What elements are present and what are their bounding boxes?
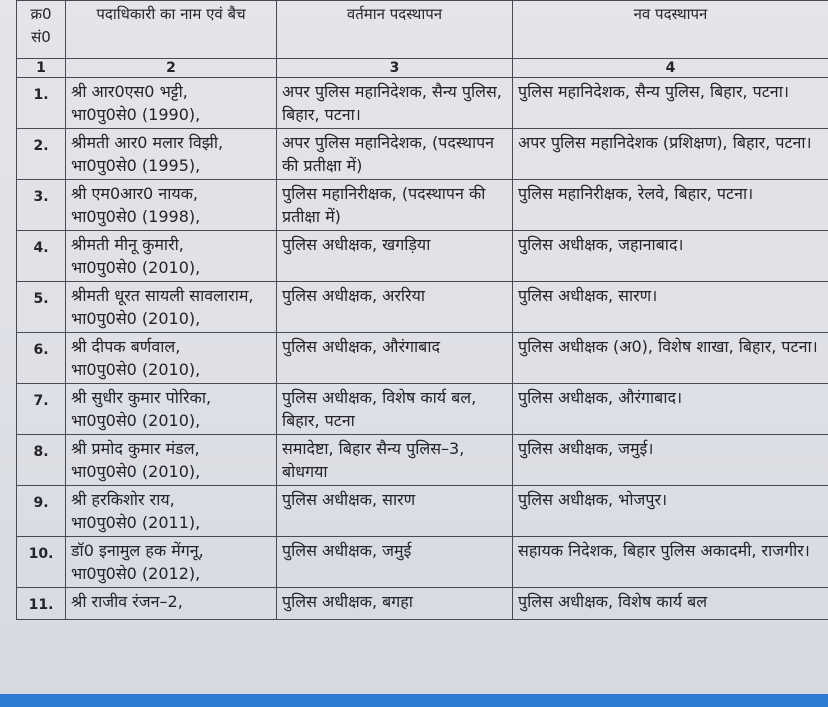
current-posting: पुलिस अधीक्षक, सारण (277, 486, 513, 537)
current-posting: पुलिस अधीक्षक, बगहा (277, 588, 513, 620)
new-posting: पुलिस महानिरीक्षक, रेलवे, बिहार, पटना। (513, 180, 828, 231)
current-posting: पुलिस अधीक्षक, जमुई (277, 537, 513, 588)
officer-batch: भा0पु0से0 (2010), (71, 258, 201, 277)
serial-no: 5. (17, 282, 66, 333)
officer-cell (66, 588, 277, 620)
officer-batch: भा0पु0से0 (2012), (71, 564, 201, 583)
serial-no: 2. (17, 129, 66, 180)
table-row (17, 384, 828, 435)
table-row (17, 588, 828, 620)
serial-no: 6. (17, 333, 66, 384)
current-posting: पुलिस अधीक्षक, अररिया (277, 282, 513, 333)
serial-no: 1. (17, 78, 66, 129)
table-row (17, 231, 828, 282)
current-posting: पुलिस अधीक्षक, खगड़िया (277, 231, 513, 282)
officer-batch: भा0पु0से0 (1995), (71, 156, 201, 175)
officer-cell (66, 78, 277, 129)
serial-no: 3. (17, 180, 66, 231)
table-row (17, 486, 828, 537)
new-posting: पुलिस अधीक्षक, भोजपुर। (513, 486, 828, 537)
current-posting: अपर पुलिस महानिदेशक, सैन्य पुलिस, बिहार, पटना। (277, 78, 513, 129)
serial-no: 10. (17, 537, 66, 588)
new-posting: अपर पुलिस महानिदेशक (प्रशिक्षण), बिहार, पटना। (513, 129, 828, 180)
new-posting: पुलिस अधीक्षक, औरंगाबाद। (513, 384, 828, 435)
officer-name: श्रीमती आर0 मलार विझी, (71, 133, 224, 152)
new-posting: पुलिस अधीक्षक, जहानाबाद। (513, 231, 828, 282)
column-index: 2 (66, 59, 277, 78)
officer-cell (66, 282, 277, 333)
officer-name: श्रीमती मीनू कुमारी, (71, 235, 184, 254)
officer-batch: भा0पु0से0 (2011), (71, 513, 201, 532)
officer-batch: भा0पु0से0 (2010), (71, 411, 201, 430)
officer-name: डॉ0 इनामुल हक मेंगनू, (71, 541, 204, 560)
header-current-posting: वर्तमान पदस्थापन (277, 1, 513, 59)
officer-name: श्रीमती धूरत सायली सावलाराम, (71, 286, 254, 305)
table-row (17, 435, 828, 486)
bottom-bar (0, 694, 828, 707)
officer-cell (66, 435, 277, 486)
new-posting: पुलिस अधीक्षक, विशेष कार्य बल (513, 588, 828, 620)
officer-name: श्री प्रमोद कुमार मंडल, (71, 439, 200, 458)
officer-batch: भा0पु0से0 (2010), (71, 309, 201, 328)
officer-cell (66, 180, 277, 231)
officer-batch: भा0पु0से0 (2010), (71, 360, 201, 379)
serial-no: 7. (17, 384, 66, 435)
column-index: 1 (17, 59, 66, 78)
new-posting: पुलिस अधीक्षक (अ0), विशेष शाखा, बिहार, पटना। (513, 333, 828, 384)
new-posting: सहायक निदेशक, बिहार पुलिस अकादमी, राजगीर। (513, 537, 828, 588)
current-posting: पुलिस अधीक्षक, औरंगाबाद (277, 333, 513, 384)
table-row (17, 180, 828, 231)
column-index: 3 (277, 59, 513, 78)
current-posting: पुलिस महानिरीक्षक, (पदस्थापन की प्रतीक्षा में) (277, 180, 513, 231)
current-posting: पुलिस अधीक्षक, विशेष कार्य बल, बिहार, पटना (277, 384, 513, 435)
officer-cell (66, 231, 277, 282)
officer-name: श्री एम0आर0 नायक, (71, 184, 198, 203)
officer-batch: भा0पु0से0 (1998), (71, 207, 201, 226)
table-row (17, 333, 828, 384)
serial-no: 8. (17, 435, 66, 486)
posting-table (16, 0, 828, 620)
officer-name: श्री हरकिशोर राय, (71, 490, 175, 509)
serial-no: 9. (17, 486, 66, 537)
officer-batch: भा0पु0से0 (2010), (71, 462, 201, 481)
table-row (17, 537, 828, 588)
serial-no: 11. (17, 588, 66, 620)
officer-name: श्री दीपक बर्णवाल, (71, 337, 181, 356)
new-posting: पुलिस अधीक्षक, सारण। (513, 282, 828, 333)
table-row (17, 78, 828, 129)
officer-cell (66, 384, 277, 435)
officer-name: श्री राजीव रंजन–2, (71, 592, 183, 611)
header-new-posting: नव पदस्थापन (513, 1, 828, 59)
current-posting: अपर पुलिस महानिदेशक, (पदस्थापन की प्रतीक्षा में) (277, 129, 513, 180)
officer-name: श्री आर0एस0 भट्टी, (71, 82, 188, 101)
table-header-row (17, 1, 828, 59)
column-index-row (17, 59, 828, 78)
table-row (17, 129, 828, 180)
column-index: 4 (513, 59, 828, 78)
serial-no: 4. (17, 231, 66, 282)
officer-batch: भा0पु0से0 (1990), (71, 105, 201, 124)
officer-name: श्री सुधीर कुमार पोरिका, (71, 388, 212, 407)
officer-cell (66, 486, 277, 537)
header-serial-no: क्र0 सं0 (17, 1, 66, 59)
new-posting: पुलिस महानिदेशक, सैन्य पुलिस, बिहार, पटना। (513, 78, 828, 129)
current-posting: समादेष्टा, बिहार सैन्य पुलिस–3, बोधगया (277, 435, 513, 486)
new-posting: पुलिस अधीक्षक, जमुई। (513, 435, 828, 486)
table-row (17, 282, 828, 333)
officer-cell (66, 333, 277, 384)
officer-cell (66, 537, 277, 588)
header-officer-name-batch: पदाधिकारी का नाम एवं बैच (66, 1, 277, 59)
officer-cell (66, 129, 277, 180)
